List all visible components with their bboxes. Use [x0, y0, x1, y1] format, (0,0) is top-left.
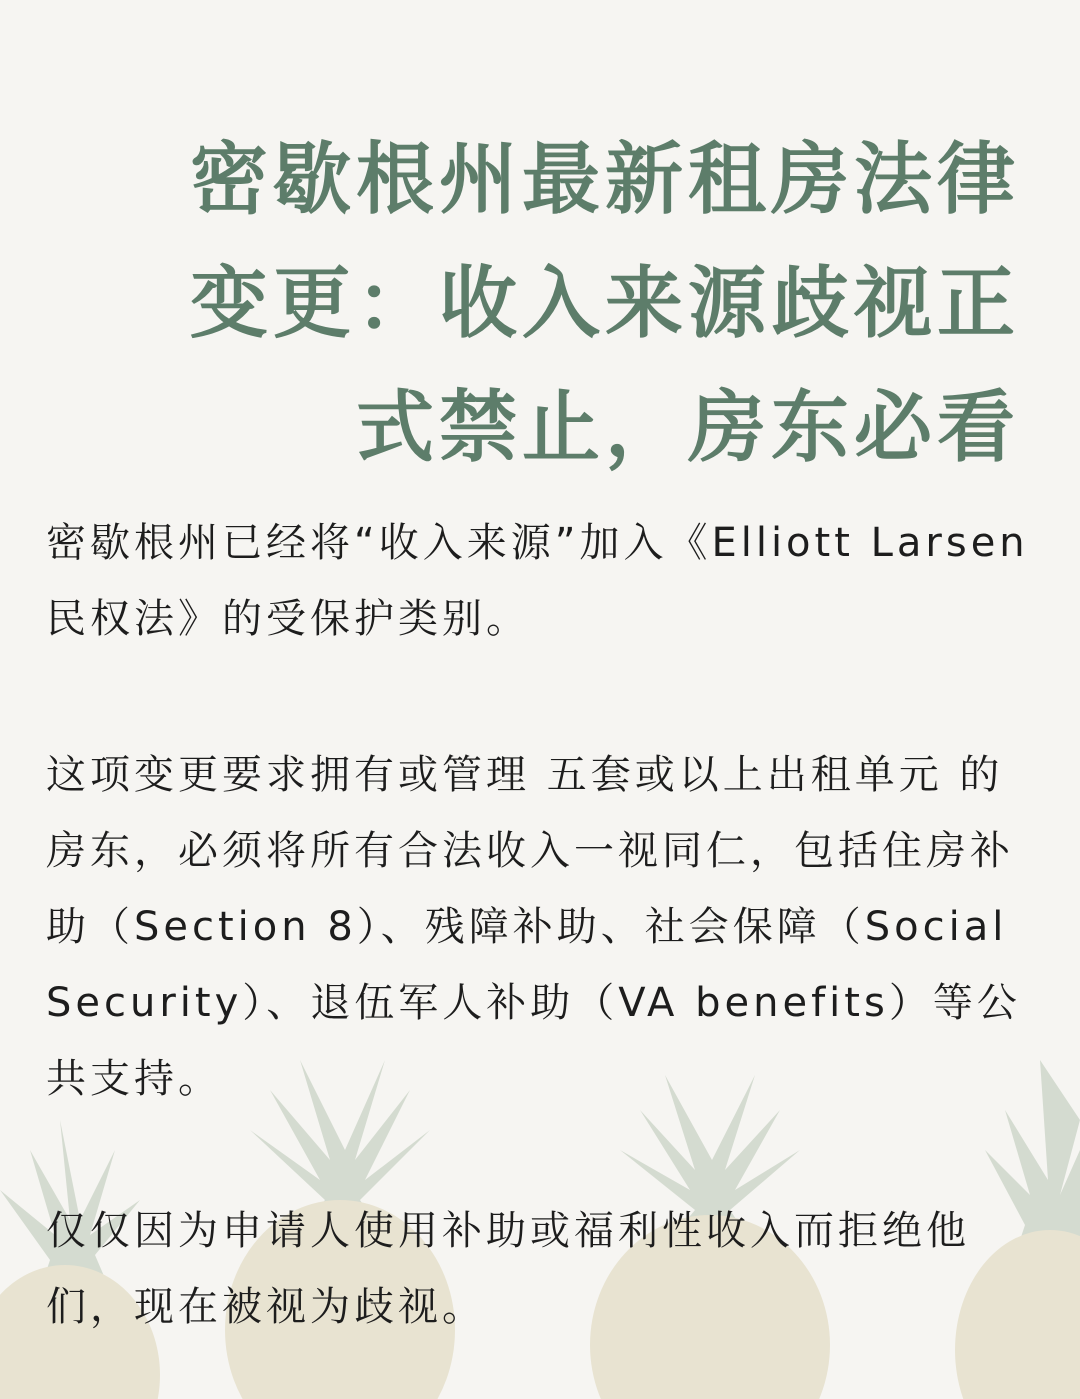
paragraph-intro: 密歇根州已经将“收入来源”加入《Elliott Larsen 民权法》的受保护类别。	[46, 520, 1029, 642]
paragraph-requirements: 这项变更要求拥有或管理 五套或以上出租单元 的房东，必须将所有合法收入一视同仁，包括住房补助（Section 8）、残障补助、社会保障（Social Security）、退伍军人补助（VA benefits）等公共支持。	[46, 752, 1021, 1102]
title-line-2: 变更：收入来源歧视正	[189, 259, 1020, 349]
title-line-1: 密歇根州最新租房法律	[189, 135, 1020, 225]
paragraph-discrimination: 仅仅因为申请人使用补助或福利性收入而拒绝他们，现在被视为歧视。	[46, 1208, 970, 1330]
article-title	[100, 118, 1020, 490]
title-line-3: 式禁止，房东必看	[355, 383, 1020, 473]
